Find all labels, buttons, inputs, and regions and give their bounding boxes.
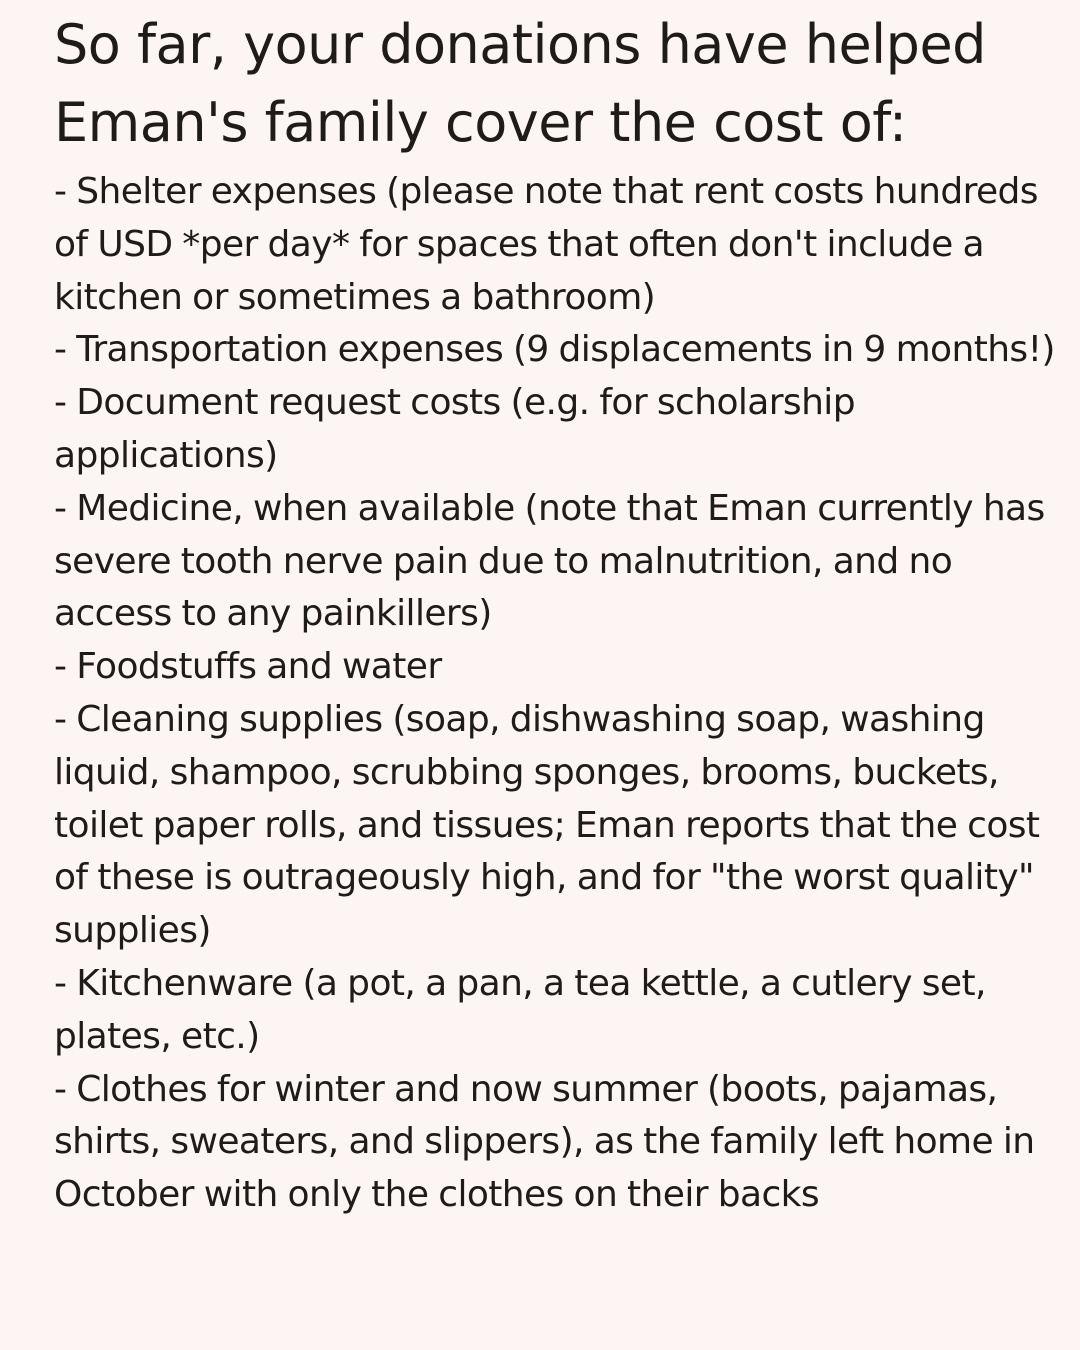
list-item-medicine: - Medicine, when available (note that Eman currently has severe tooth nerve pain due to malnutrition, and no access to any painkillers) [54,487,1045,635]
page-heading: So far, your donations have helped Eman's family cover the cost of: [54,13,986,154]
list-item-cleaning-supplies: - Cleaning supplies (soap, dishwashing soap, washing liquid, shampoo, scrubbing sponges, brooms, buckets, toilet paper rolls, and tissues; Eman reports that the cost of these is outrageously high, and for "the worst quality" supplies) [54,698,1040,952]
list-item-clothes: - Clothes for winter and now summer (boots, pajamas, shirts, sweaters, and slippers), as the family left home in October with only the clothes on their backs [54,1068,1035,1216]
list-item-kitchenware: - Kitchenware (a pot, a pan, a tea kettle, a cutlery set, plates, etc.) [54,962,986,1057]
cost-list [54,166,1062,1222]
list-item-shelter: - Shelter expenses (please note that rent costs hundreds of USD *per day* for spaces that often don't include a kitchen or sometimes a bathroom) [54,171,1038,318]
list-item-food-water: - Foodstuffs and water [54,646,442,688]
list-item-documents: - Document request costs (e.g. for scholarship applications) [54,382,855,476]
list-item-transportation: - Transportation expenses (9 displacements in 9 months!) [54,329,1055,371]
